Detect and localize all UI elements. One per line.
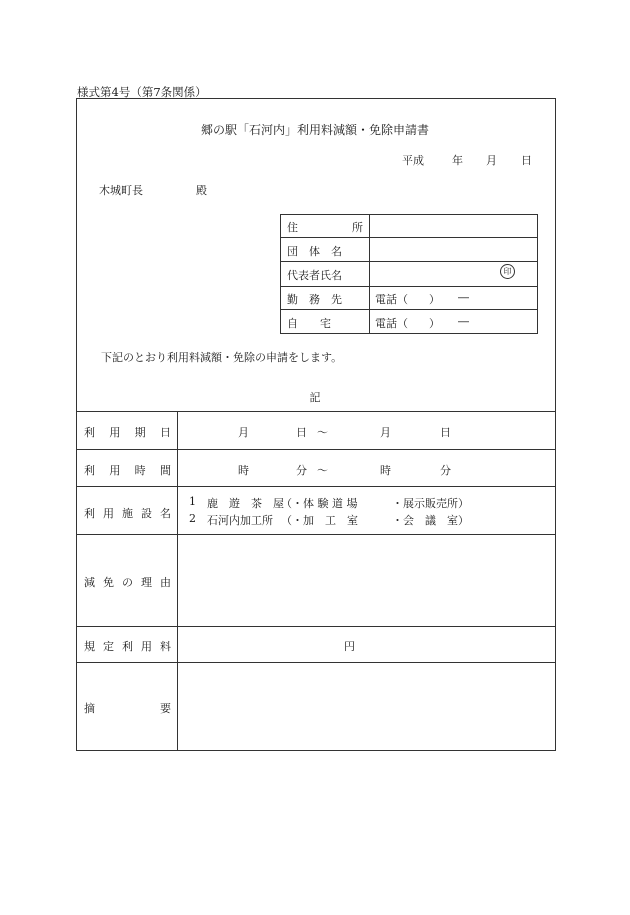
facility-2-option-2[interactable]: ・会 議 室）: [392, 514, 469, 527]
period-day1: 日: [296, 426, 307, 439]
period-tilde: ～: [317, 426, 328, 439]
addressee-honorific: 殿: [196, 184, 207, 197]
facility-2-num: 2: [189, 512, 196, 525]
work-phone-dash: ―: [458, 291, 469, 304]
work-phone-close: ）: [429, 293, 440, 306]
form-number: 様式第4号（第7条関係）: [77, 85, 207, 99]
fee-unit: 円: [344, 640, 355, 653]
facility-label: 利 用 施 設 名: [84, 507, 171, 520]
facility-1-name: 鹿 遊 茶 屋: [207, 497, 284, 510]
time-min2: 分: [440, 464, 451, 477]
home-label: 自 宅: [287, 317, 331, 330]
facility-2-option-1[interactable]: （・加 工 室: [281, 514, 358, 527]
work-phone-label: 電話（: [375, 293, 408, 306]
reason-field[interactable]: [182, 538, 552, 622]
workplace-label: 勤 務 先: [287, 293, 342, 306]
date-day: 日: [521, 154, 532, 167]
fee-label: 規 定 利 用 料: [84, 640, 171, 653]
addressee-name: 木城町長: [99, 184, 143, 197]
address-label: 住 所: [287, 221, 363, 234]
representative-field[interactable]: [376, 264, 496, 283]
group-name-label: 団 体 名: [287, 245, 342, 258]
facility-2-name: 石河内加工所: [207, 514, 273, 527]
date-month: 月: [486, 154, 497, 167]
facility-1-num: 1: [189, 495, 196, 508]
home-phone-close: ）: [429, 317, 440, 330]
period-month2: 月: [380, 426, 391, 439]
home-phone-dash: ―: [458, 315, 469, 328]
date-year: 年: [452, 154, 463, 167]
time-min1: 分: [296, 464, 307, 477]
home-phone-label: 電話（: [375, 317, 408, 330]
reason-label: 減 免 の 理 由: [84, 576, 171, 589]
period-label: 利 用 期 日: [84, 426, 171, 439]
remarks-field[interactable]: [182, 666, 552, 747]
time-tilde: ～: [317, 464, 328, 477]
date-era: 平成: [402, 154, 424, 167]
ki-label: 記: [309, 391, 321, 404]
form-title: 郷の駅「石河内」利用料減額・免除申請書: [200, 123, 429, 137]
remarks-label: 摘 要: [84, 702, 171, 715]
time-label: 利 用 時 間: [84, 464, 171, 477]
representative-label: 代表者氏名: [287, 269, 342, 282]
time-hour2: 時: [380, 464, 391, 477]
statement-text: 下記のとおり利用料減額・免除の申請をします。: [101, 351, 343, 364]
facility-1-option-2[interactable]: ・展示販売所）: [392, 497, 469, 510]
period-day2: 日: [440, 426, 451, 439]
address-field[interactable]: [376, 216, 532, 235]
time-hour1: 時: [238, 464, 249, 477]
period-month1: 月: [238, 426, 249, 439]
seal-mark: 印: [500, 264, 515, 279]
facility-1-option-1[interactable]: （・体 験 道 場: [281, 497, 358, 510]
group-name-field[interactable]: [376, 240, 532, 259]
